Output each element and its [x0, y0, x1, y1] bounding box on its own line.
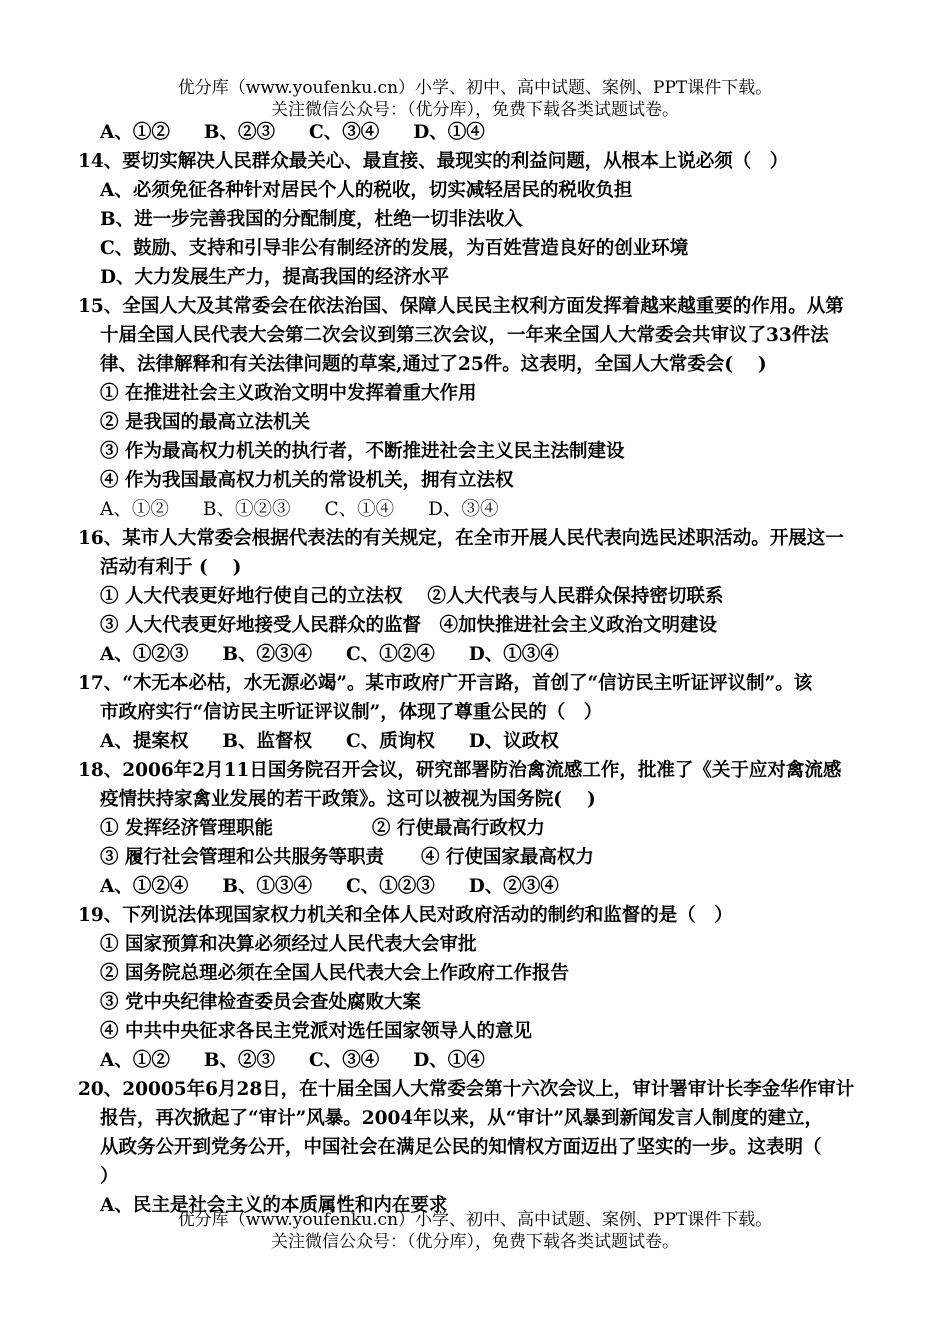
q15-stem-line-2: 十届全国人民代表大会第二次会议到第三次会议，一年来全国人大常委会共审议了33件法 — [100, 325, 829, 346]
q17-option-d: D、议政权 — [468, 731, 559, 752]
q15-option-b: B、①②③ — [202, 499, 291, 520]
page-footer — [0, 1209, 950, 1253]
q15-item-4: ④ 作为我国最高权力机关的常设机关，拥有立法权 — [100, 470, 514, 491]
q18-items-1-2: ① 发挥经济管理职能 ② 行使最高行政权力 — [100, 818, 545, 839]
q13-option-c: C、③④ — [309, 122, 380, 143]
footer-line-1: 优分库（www.youfenku.cn）小学、初中、高中试题、案例、PPT课件下载。 — [177, 1210, 773, 1230]
q15-item-1: ① 在推进社会主义政治文明中发挥着重大作用 — [100, 383, 477, 404]
q13-option-a: A、①② — [100, 122, 170, 143]
q19-item-1: ① 国家预算和决算必须经过人民代表大会审批 — [100, 934, 477, 955]
q15-item-3: ③ 作为最高权力机关的执行者，不断推进社会主义民主法制建设 — [100, 441, 625, 462]
q15-option-c: C、①④ — [324, 499, 395, 520]
q16-option-b: B、②③④ — [222, 644, 312, 665]
exam-content — [78, 118, 878, 1220]
q17-options — [78, 727, 878, 756]
q13-option-b: B、②③ — [203, 122, 275, 143]
q14-stem: 14、要切实解决人民群众最关心、最直接、最现实的利益问题，从根本上说必须（ ） — [78, 151, 789, 172]
q16-stem-line-1: 16、某市人大常委会根据代表法的有关规定，在全市开展人民代表向选民述职活动。开展这一 — [78, 528, 844, 549]
q17-option-c: C、质询权 — [346, 731, 435, 752]
q18-option-d: D、②③④ — [468, 876, 559, 897]
page-header — [0, 77, 950, 121]
q16-option-d: D、①③④ — [468, 644, 559, 665]
q20-stem-line-1: 20、20005年6月28日，在十届全国人大常委会第十六次会议上，审计署审计长李金华作审计 — [78, 1079, 855, 1100]
q14-option-d: D、大力发展生产力，提高我国的经济水平 — [100, 267, 450, 288]
q15-stem-line-3: 律、法律解释和有关法律问题的草案,通过了25件。这表明，全国人大常委会( ) — [100, 354, 767, 375]
q15-stem-line-1: 15、全国人大及其常委会在依法治国、保障人民民主权利方面发挥着越来越重要的作用。从第 — [78, 296, 844, 317]
q16-option-c: C、①②④ — [346, 644, 435, 665]
q14-option-b: B、进一步完善我国的分配制度，杜绝一切非法收入 — [100, 209, 523, 230]
q18-options — [78, 872, 878, 901]
q19-item-2: ② 国务院总理必须在全国人民代表大会上作政府工作报告 — [100, 963, 569, 984]
q19-stem: 19、下列说法体现国家权力机关和全体人民对政府活动的制约和监督的是（ ） — [78, 905, 733, 926]
q19-option-d: D、①④ — [413, 1050, 485, 1071]
q20-stem-line-2: 报告，再次掀起了“审计”风暴。2004年以来，从“审计”风暴到新闻发言人制度的建立， — [100, 1108, 824, 1129]
q17-option-a: A、提案权 — [100, 731, 189, 752]
q15-options — [78, 495, 878, 524]
q16-items-3-4: ③ 人大代表更好地接受人民群众的监督 ④加快推进社会主义政治文明建设 — [100, 615, 717, 636]
q18-items-3-4: ③ 履行社会管理和公共服务等职责 ④ 行使国家最高权力 — [100, 847, 594, 868]
q16-options — [78, 640, 878, 669]
q18-option-b: B、①③④ — [222, 876, 312, 897]
header-line-1: 优分库（www.youfenku.cn）小学、初中、高中试题、案例、PPT课件下载。 — [177, 78, 773, 98]
q18-option-a: A、①②④ — [100, 876, 189, 897]
q19-option-c: C、③④ — [309, 1050, 380, 1071]
q16-stem-line-2: 活动有利于 ( ) — [100, 557, 242, 578]
header-line-2: 关注微信公众号：（优分库），免费下载各类试题试卷。 — [271, 100, 679, 120]
q13-option-d: D、①④ — [413, 122, 485, 143]
q16-items-1-2: ① 人大代表更好地行使自己的立法权 ②人大代表与人民群众保持密切联系 — [100, 586, 724, 607]
q16-option-a: A、①②③ — [100, 644, 189, 665]
q15-option-a: A、①② — [100, 499, 169, 520]
q18-option-c: C、①②③ — [346, 876, 435, 897]
q15-option-d: D、③④ — [428, 499, 499, 520]
q20-stem-line-4: ） — [100, 1166, 119, 1187]
q18-stem-line-1: 18、2006年2月11日国务院召开会议，研究部署防治禽流感工作，批准了《关于应对禽流感 — [78, 760, 842, 781]
q14-option-a: A、必须免征各种针对居民个人的税收，切实减轻居民的税收负担 — [100, 180, 633, 201]
q19-options — [78, 1046, 878, 1075]
q19-option-a: A、①② — [100, 1050, 170, 1071]
q19-option-b: B、②③ — [203, 1050, 275, 1071]
q14-option-c: C、鼓励、支持和引导非公有制经济的发展，为百姓营造良好的创业环境 — [100, 238, 689, 259]
footer-line-2: 关注微信公众号：（优分库），免费下载各类试题试卷。 — [271, 1232, 679, 1252]
q19-item-3: ③ 党中央纪律检查委员会查处腐败大案 — [100, 992, 421, 1013]
q17-stem-line-2: 市政府实行“信访民主听证评议制”，体现了尊重公民的（ ） — [100, 702, 603, 723]
q19-item-4: ④ 中共中央征求各民主党派对选任国家领导人的意见 — [100, 1021, 532, 1042]
q17-stem-line-1: 17、“木无本必枯，水无源必竭”。某市政府广开言路，首创了“信访民主听证评议制”。该 — [78, 673, 813, 694]
q20-stem-line-3: 从政务公开到党务公开，中国社会在满足公民的知情权方面迈出了坚实的一步。这表明（ — [100, 1137, 822, 1158]
q17-option-b: B、监督权 — [222, 731, 312, 752]
q18-stem-line-2: 疫情扶持家禽业发展的若干政策》。这可以被视为国务院( ) — [100, 789, 596, 810]
q15-item-2: ② 是我国的最高立法机关 — [100, 412, 310, 433]
q13-options — [78, 118, 878, 147]
q20-option-a: A、民主是社会主义的本质属性和内在要求 — [100, 1195, 448, 1216]
